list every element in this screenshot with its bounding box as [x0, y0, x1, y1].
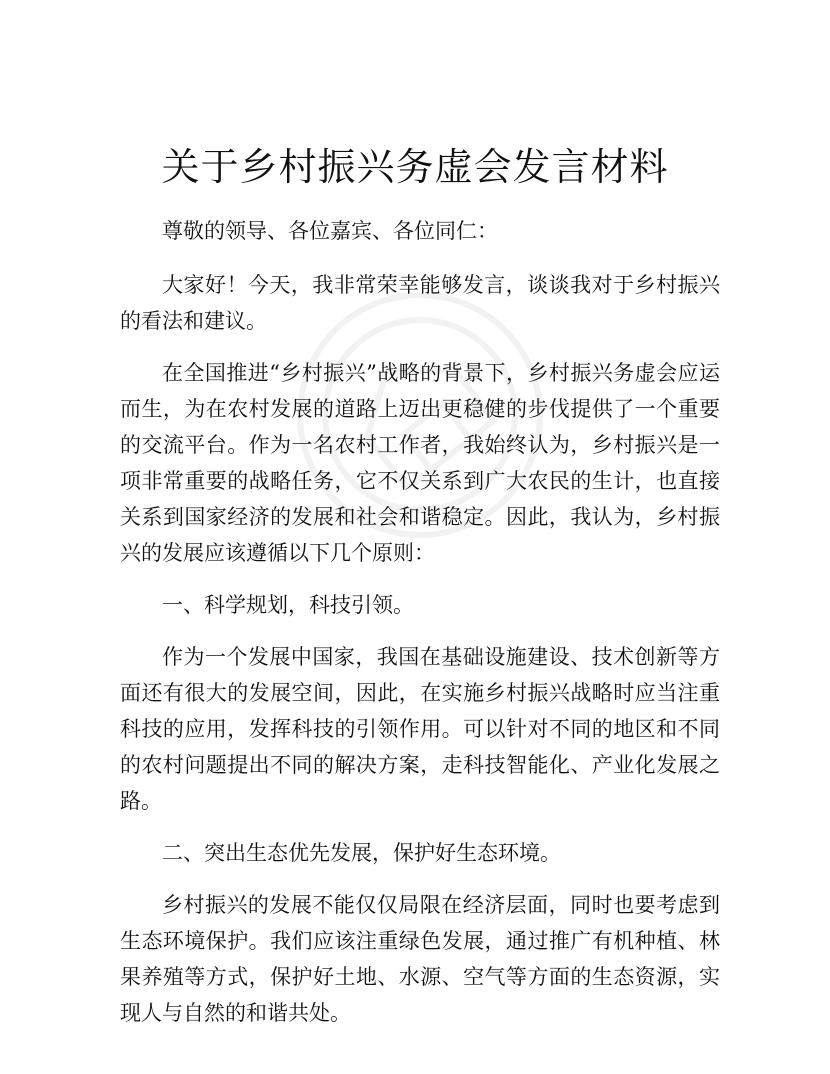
principle-1-heading: 一、科学规划，科技引领。	[162, 593, 414, 617]
principle-1-paragraph: 作为一个发展中国家，我国在基础设施建设、技术创新等方面还有很大的发展空间，因此，在实施乡村振兴战略时应当注重科技的应用，发挥科技的引领作用。可以针对不同的地区和不同的农村问题提出不同的解决方案，走科技智能化、产业化发展之路。	[120, 645, 720, 813]
salutation-paragraph: 尊敬的领导、各位嘉宾、各位同仁：	[162, 219, 498, 243]
document-title: 关于乡村振兴务虚会发言材料	[161, 145, 669, 189]
background-paragraph: 在全国推进“乡村振兴”战略的背景下，乡村振兴务虚会应运而生，为在农村发展的道路上迈出更稳健的步伐提供了一个重要的交流平台。作为一名农村工作者，我始终认为，乡村振兴是一项非常重要的战略任务，它不仅关系到广大农民的生计，也直接关系到国家经济的发展和社会和谐稳定。因此，我认为，乡村振兴的发展应该遵循以下几个原则：	[120, 361, 720, 565]
principle-2-heading: 二、突出生态优先发展，保护好生态环境。	[162, 841, 561, 865]
greeting-paragraph: 大家好！今天，我非常荣幸能够发言，谈谈我对于乡村振兴的看法和建议。	[120, 273, 720, 333]
principle-2-paragraph: 乡村振兴的发展不能仅仅局限在经济层面，同时也要考虑到生态环境保护。我们应该注重绿色发展，通过推广有机种植、林果养殖等方式，保护好土地、水源、空气等方面的生态资源，实现人与自然的和谐共处。	[120, 893, 720, 1025]
document-body	[120, 213, 720, 1047]
